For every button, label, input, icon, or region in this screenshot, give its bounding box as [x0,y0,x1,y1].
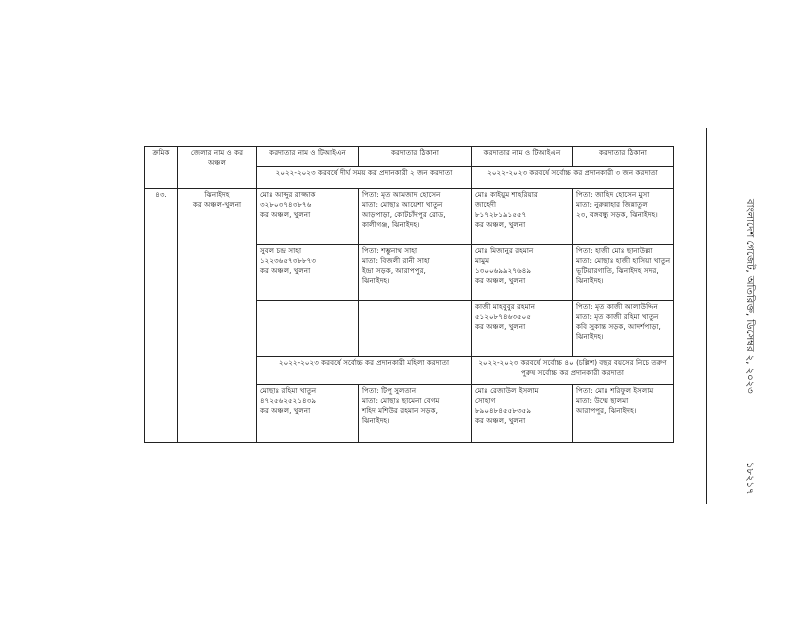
cell-line: মাতা: মোছাঃ হাজী হাসিয়া খাতুন [576,256,671,265]
category-longest: ২০২২-২০২৩ করবর্ষে দীর্ঘ সময় কর প্রদানকারী ২ জন করদাতা [257,167,472,189]
taxpayer-address [359,385,472,443]
table-row [145,189,674,245]
serial-number: ৪৩. [145,189,178,443]
cell-line: ১২২৩৬৫৭৩৮৮৭৩ [260,256,317,265]
cell-line: পিতা: মৃত আমজাদ হোসেন [362,190,441,199]
cell-line: মাতা: বিজলী রানী সাহা [362,256,430,265]
cell-line: মাতা: উম্মে ছালমা [576,396,629,405]
cell-line: ঝিনাইদহ। [362,416,390,425]
cell-line: ৫১২০৮৭৪৬৩৫০৫ [475,312,532,321]
cell-line: ১৩০০৬৯৯২৭৬৪৯ [475,266,532,275]
taxpayer-table [144,146,674,443]
cell-line: ৪৭২৫৬২৫২১৪৩৯ [260,396,317,405]
cell-line: পিতা: মৃত কাজী আলাউদ্দিন [576,302,658,311]
empty-cell [359,301,472,357]
cell-line: কর অঞ্চল, খুলনা [260,210,311,219]
taxpayer-address [359,245,472,301]
col-address: করদাতার ঠিকানা [359,147,472,167]
cell-line: কাজী মাহবুবুর রহমান [475,302,536,311]
taxpayer-address [573,385,674,443]
taxpayer-address [573,245,674,301]
cell-line: মোঃ কাইয়ুম শাহরিয়ার [475,190,538,199]
cell-line: ঝিনাইদহ। [362,276,390,285]
taxpayer-name-tin [257,245,359,301]
cell-line: পিতা: হাজী মোঃ ছানাউল্লা [576,246,653,255]
col-serial: ক্রমিক [145,147,178,189]
page-number: ১৮২১৭ [744,462,755,495]
cell-line: ঝিনাইদহ। [576,332,604,341]
cell-line: ইন্দ্রা সড়ক, আরাপপুর, [362,266,426,275]
cell-line: কর অঞ্চল, খুলনা [475,276,526,285]
cell-line: মাতা: মোছাঃ আয়েশা খাতুন [362,200,443,209]
cell-line: কর অঞ্চল, খুলনা [475,416,526,425]
cell-line: মামুম [475,256,490,265]
cell-line: ৮৯০৪৮৪৫৫৮৩৫৯ [475,406,531,415]
cell-line: কর অঞ্চল, খুলনা [475,220,526,229]
taxpayer-address [359,189,472,245]
running-title: বাংলাদেশ গেজেট, অতিরিক্ত, ডিসেম্বর ২, ২০২৩ [744,199,755,394]
category-young: ২০২২-২০২৩ করবর্ষে সর্বোচ্চ ৪০ (চল্লিশ) বছর বয়সের নিচে তরুণ পুরুষ সর্বোচ্চ কর প্রদানকারী করদাতা [472,357,674,385]
category-highest: ২০২২-২০২৩ করবর্ষে সর্বোচ্চ কর প্রদানকারী ৩ জন করদাতা [472,167,674,189]
cell-line: মাতা: নুরুন্নাহার জিন্নাতুল [576,200,648,209]
taxpayer-name-tin [257,189,359,245]
margin-rule [706,128,707,504]
cell-line: মোছাঃ রহিমা খাতুন [260,386,317,395]
cell-line: মাতা: মৃত কাজী রহিমা খাতুন [576,312,659,321]
taxpayer-name-tin [257,385,359,443]
col-address: করদাতার ঠিকানা [573,147,674,167]
district-name: ঝিনাইদহ [204,190,230,199]
cell-line: মোঃ আব্দুর রাজ্জাক [260,190,316,199]
cell-line: কর অঞ্চল, খুলনা [260,266,311,275]
col-district: জেলার নাম ও কর অঞ্চল [178,147,257,189]
taxpayer-name-tin [472,385,573,443]
cell-line: সুবল চন্দ্র সাহা [260,246,302,255]
district-cell [178,189,257,443]
taxpayer-name-tin [472,301,573,357]
cell-line: কর অঞ্চল, খুলনা [475,322,526,331]
cell-line: আরাপপুর, ঝিনাইদহ। [576,406,637,415]
cell-line: পিতা: মোঃ শরিফুল ইসলাম [576,386,654,395]
cell-line: ৩২৮০৩৭৪৩৮৭৬ [260,200,312,209]
category-female: ২০২২-২০২৩ করবর্ষে সর্বোচ্চ কর প্রদানকারী মহিলা করদাতা [257,357,472,385]
taxpayer-address [573,189,674,245]
cell-line: পিতা: জাহিদ হোসেন মুসা [576,190,650,199]
cell-line: ভূটিয়ারগাতি, ঝিনাইদহ সদর, [576,266,659,275]
taxpayer-name-tin [472,245,573,301]
col-name-tin: করদাতার নাম ও টিআইএন [257,147,359,167]
header-row [145,147,674,167]
cell-line: সোহাগ [475,396,496,405]
cell-line: পিতা: শম্ভুনাথ সাহা [362,246,418,255]
cell-line: ২৩, বঙ্গবন্ধু সড়ক, ঝিনাইদহ। [576,210,658,219]
cell-line: আড়পাড়া, কোটচাঁদপুর রোড, [362,210,446,219]
cell-line: কর অঞ্চল, খুলনা [260,406,311,415]
taxpayer-name-tin [472,189,573,245]
cell-line: পিতা: টিপু সুলতান [362,386,417,395]
empty-cell [257,301,359,357]
tax-zone: কর অঞ্চল-খুলনা [192,200,242,209]
cell-line: কালীগঞ্জ, ঝিনাইদহ। [362,220,420,229]
cell-line: শহিদ মশিউর রহমান সড়ক, [362,406,438,415]
cell-line: জাহেদী [475,200,497,209]
col-name-tin: করদাতার নাম ও টিআইএন [472,147,573,167]
cell-line: মোঃ মিজানুর রহমান [475,246,534,255]
taxpayer-address [573,301,674,357]
cell-line: মোঃ রেজাউল ইসলাম [475,386,539,395]
cell-line: ৮১৭২৮১৯১৫৫৭ [475,210,527,219]
cell-line: কবি সুকান্ত সড়ক, আদর্শপাড়া, [576,322,661,331]
cell-line: মাতা: মোছাঃ ছামেনা বেগম [362,396,440,405]
cell-line: ঝিনাইদহ। [576,276,604,285]
